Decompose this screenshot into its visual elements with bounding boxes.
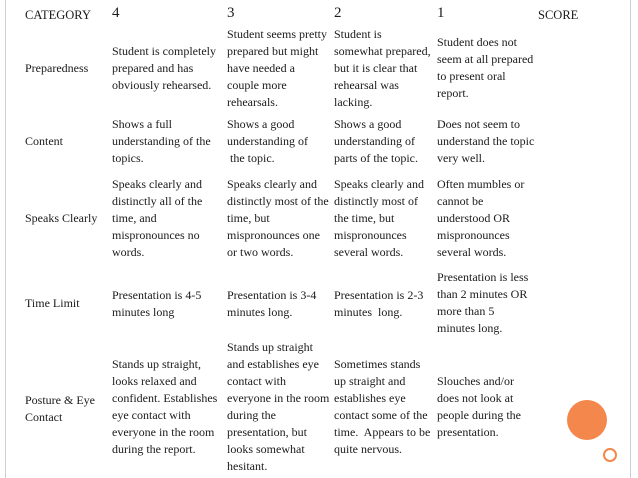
- row-category-posture-eye-contact: Posture & Eye Contact: [25, 393, 95, 424]
- cell-preparedness-3: Student seems pretty prepared but might have needed a couple more rehearsals.: [227, 27, 327, 109]
- cell-speaks-clearly-1: Often mumbles or cannot be understood OR mispronounces several words.: [437, 177, 525, 259]
- cell-posture-1: Slouches and/or does not look at people during the presentation.: [437, 374, 521, 439]
- cell-preparedness-2: Student is somewhat prepared, but it is clear that rehearsal was lacking.: [334, 27, 431, 109]
- header-category: CATEGORY: [25, 8, 91, 22]
- header-score-1: 1: [437, 5, 445, 21]
- row-category-speaks-clearly: Speaks Clearly: [25, 211, 98, 225]
- cell-time-limit-4: Presentation is 4-5 minutes long: [112, 288, 202, 319]
- cell-content-1: Does not seem to understand the topic very well.: [437, 117, 535, 165]
- header-score-2: 2: [334, 5, 342, 21]
- cell-preparedness-1: Student does not seem at all prepared to present oral report.: [437, 35, 534, 100]
- cell-preparedness-4: Student is completely prepared and has obviously rehearsed.: [112, 44, 216, 92]
- cell-speaks-clearly-2: Speaks clearly and distinctly most of the time, but mispronounces several words.: [334, 177, 424, 259]
- cell-posture-4: Stands up straight, looks relaxed and confident. Establishes eye contact with everyone in the room during the report.: [112, 357, 218, 456]
- cell-time-limit-3: Presentation is 3-4 minutes long.: [227, 288, 317, 319]
- cell-posture-3: Stands up straight and establishes eye contact with everyone in the room during the presentation, but looks somewhat hesitant.: [227, 340, 330, 473]
- row-category-preparedness: Preparedness: [25, 61, 89, 75]
- cell-content-3: Shows a good understanding of the topic.: [227, 117, 308, 165]
- cell-speaks-clearly-3: Speaks clearly and distinctly most of the time, but mispronounces one or two words.: [227, 177, 329, 259]
- header-score-3: 3: [227, 5, 235, 21]
- cell-time-limit-1: Presentation is less than 2 minutes OR more than 5 minutes long.: [437, 270, 529, 335]
- cell-time-limit-2: Presentation is 2-3 minutes long.: [334, 288, 424, 319]
- header-score-4: 4: [112, 5, 120, 21]
- cell-content-2: Shows a good understanding of parts of the topic.: [334, 117, 418, 165]
- slide-frame-left: [5, 0, 6, 478]
- cell-speaks-clearly-4: Speaks clearly and distinctly all of the time, and mispronounces no words.: [112, 177, 203, 259]
- slide-frame-right: [630, 0, 631, 478]
- row-category-content: Content: [25, 134, 63, 148]
- cell-posture-2: Sometimes stands up straight and establishes eye contact some of the time. Appears to be quite nervous.: [334, 357, 431, 456]
- decorative-ring: [603, 448, 617, 462]
- header-score: SCORE: [538, 8, 579, 22]
- row-category-time-limit: Time Limit: [25, 296, 80, 310]
- cell-content-4: Shows a full understanding of the topics.: [112, 117, 211, 165]
- decorative-circle: [567, 400, 607, 440]
